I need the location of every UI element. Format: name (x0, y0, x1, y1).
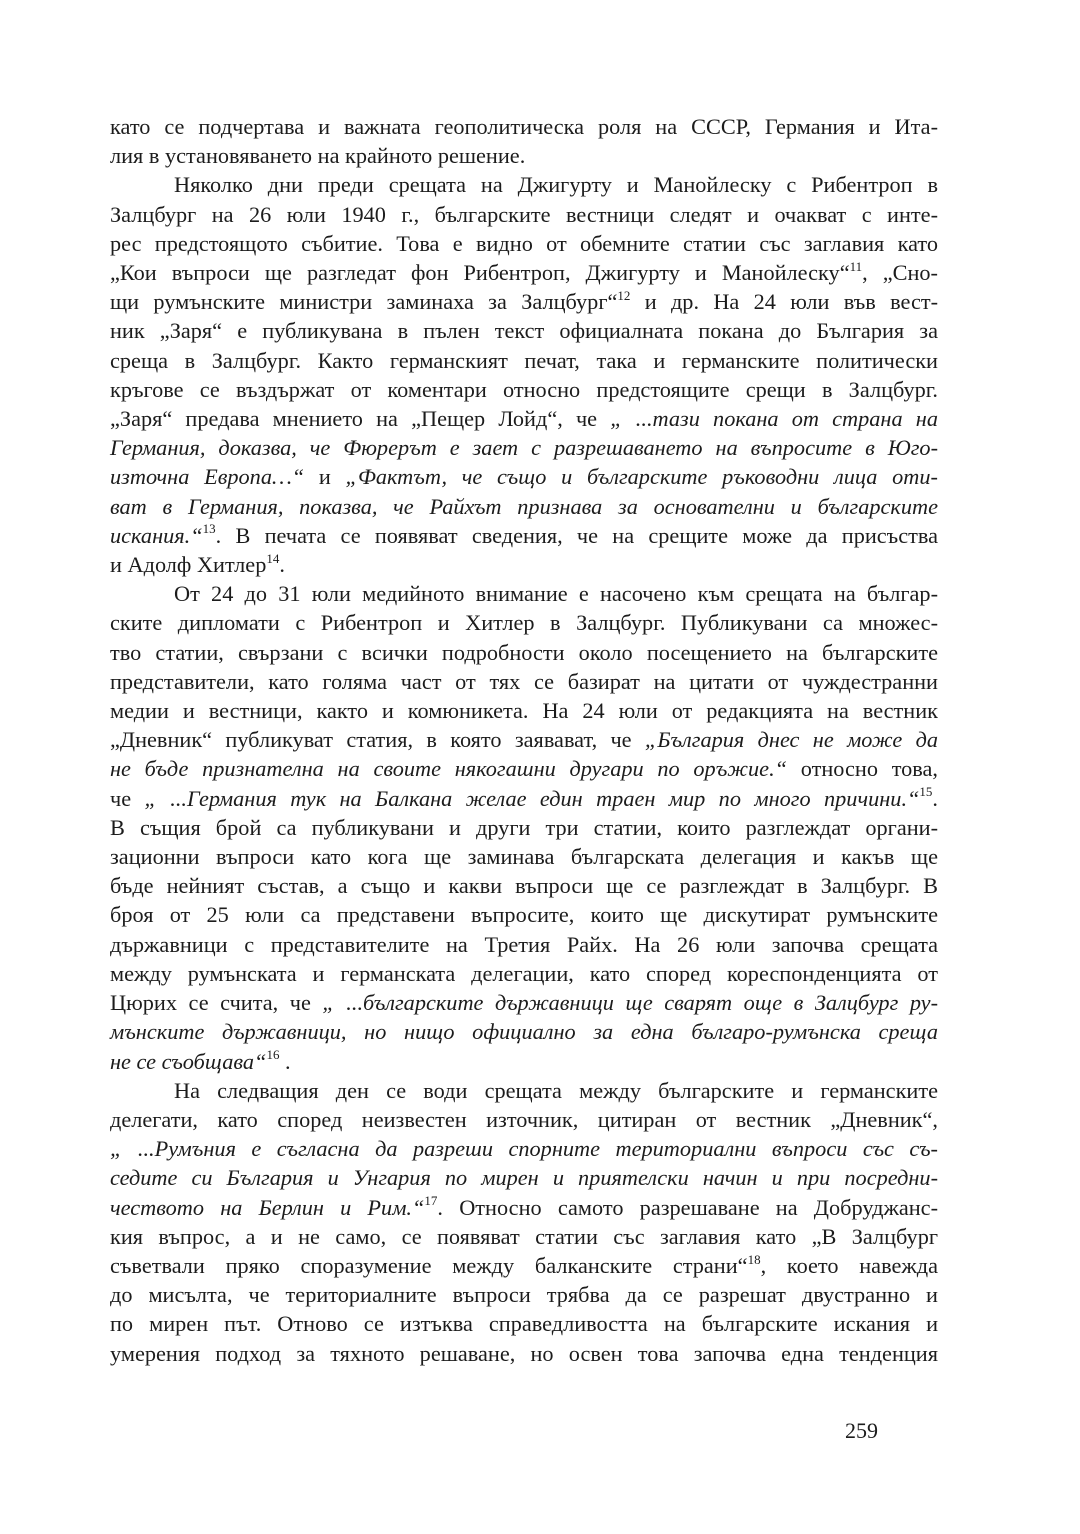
text-line (110, 492, 938, 521)
text-run: между румънската и германската делегации, като според кореспонденцията от (110, 960, 938, 986)
text-run: . (279, 552, 285, 578)
italic-quote: мънските държавници, но нищо официално за една българо-румънска среща (110, 1019, 938, 1045)
text-line (110, 316, 938, 345)
italic-quote: седите си България и Унгария по мирен и приятелски начин и при посредни- (110, 1165, 938, 1191)
footnote-ref: 17 (424, 1193, 438, 1209)
text-run: и др. На 24 юли във вест- (630, 289, 939, 315)
text-run: В същия брой са публикувани и други три статии, които разглеждат органи- (110, 814, 938, 840)
text-line (110, 200, 938, 229)
text-run: като се подчертава и важната геополитическа роля на СССР, Германия и Ита- (110, 114, 938, 139)
text-run: „Кои въпроси ще разгледат фон Рибентроп, Джигурту и Манойлеску“ (110, 260, 850, 286)
text-run: среща в Залцбург. Както германският печат, така и германските политически (110, 347, 938, 373)
text-run: и (304, 464, 346, 490)
footnote-ref: 14 (266, 550, 280, 566)
text-run: щи румънските министри заминаха за Залцбург“ (110, 289, 618, 315)
text-line (110, 813, 938, 842)
text-run: рес предстоящото събитие. Това е видно от обемните статии със заглавия като (110, 230, 938, 256)
footnote-ref: 13 (202, 521, 216, 537)
text-line (110, 725, 938, 754)
text-run: тво статии, свързани с всички подробности около посещението на българските (110, 639, 938, 665)
italic-quote: не бъде признателна на своите някогашни другари по оръжие.“ (110, 756, 788, 782)
text-line (110, 871, 938, 900)
text-line (110, 900, 938, 929)
italic-quote: „Фактът, че също и българските ръководни лица оти- (345, 464, 938, 490)
text-line (110, 638, 938, 667)
text-run: медии и вестници, както и комюникета. На 24 юли от редакцията на вестник (110, 698, 938, 724)
text-line (110, 550, 938, 579)
text-run: , което навежда (760, 1252, 939, 1278)
text-line (110, 1251, 938, 1280)
text-line (110, 754, 938, 783)
text-line (110, 988, 938, 1017)
text-run: ските дипломати с Рибентроп и Хитлер в Залцбург. Публикувани са множес- (110, 610, 938, 636)
italic-quote: източна Европа…“ (110, 464, 305, 490)
text-run: „Дневник“ публикуват статия, в която заявават, че (110, 727, 645, 753)
text-run: , „Сно- (862, 260, 938, 286)
text-run: . Относно самото разрешаване на Добруджанс- (437, 1194, 939, 1220)
text-line (110, 112, 938, 141)
text-line (110, 404, 938, 433)
text-run: От 24 до 31 юли медийното внимание е насочено към срещата на българ- (174, 581, 938, 607)
footnote-ref: 18 (747, 1251, 761, 1267)
text-run: по мирен път. Отново се изтъква справедливостта на българските искания и (110, 1311, 938, 1337)
text-run: държавници с представителите на Третия Райх. На 26 юли започва срещата (110, 931, 938, 957)
page-number: 259 (845, 1418, 878, 1443)
text-line (110, 1280, 938, 1309)
text-run: относно това, (787, 756, 938, 782)
text-line (110, 1222, 938, 1251)
italic-quote: „ ...българските държавници ще сварят още в Залцбург ру- (322, 990, 938, 1016)
footnote-ref: 11 (849, 258, 863, 274)
text-line (110, 141, 938, 170)
text-run: и Адолф Хитлер (110, 552, 267, 578)
text-run: ник „Заря“ е публикувана в пълен текст официалната покана до България за (110, 318, 938, 344)
italic-quote: „ ...тази покана от страна на (610, 406, 939, 432)
text-run: съветвали пряко споразумение между балканските страни“ (110, 1252, 748, 1278)
italic-quote: Германия, доказва, че Фюрерът е зает с разрешаването на въпросите в Юго- (110, 435, 938, 461)
text-run: лия в установяването на крайното решение. (110, 143, 526, 169)
text-line (110, 258, 938, 287)
text-line (110, 1134, 938, 1163)
text-run: до мисълта, че териториалните въпроси трябва да се разрешат двустранно и (110, 1282, 938, 1308)
text-line (110, 433, 938, 462)
text-run: . В печата се появяват сведения, че на срещите може да присъства (215, 522, 938, 548)
text-line (110, 1193, 938, 1222)
text-line (110, 1339, 938, 1368)
text-run: . (932, 785, 938, 811)
text-run: кръгове се въздържат от коментари относно предстоящите срещи в Залцбург. (110, 376, 938, 402)
text-run: Няколко дни преди срещата на Джигурту и Манойлеску с Рибентроп в (174, 172, 938, 198)
text-run: умерения подход за тяхното решаване, но освен това започва една тенденция (110, 1340, 938, 1366)
paragraph (110, 170, 938, 579)
paragraph (110, 112, 938, 170)
text-run: броя от 25 юли са представени въпросите, които ще дискутират румънските (110, 902, 938, 928)
italic-quote: искания.“ (110, 522, 203, 548)
text-line (110, 346, 938, 375)
footnote-ref: 15 (919, 784, 933, 800)
text-line (110, 521, 938, 550)
footnote-ref: 12 (617, 287, 631, 303)
italic-quote: „ ...Румъния е съгласна да разреши спорните териториални въпроси със съ- (110, 1136, 938, 1162)
text-line (110, 170, 938, 199)
text-run: На следващия ден се води срещата между българските и германските (174, 1077, 938, 1103)
text-line (110, 667, 938, 696)
text-line (110, 1105, 938, 1134)
text-run: делегати, като според неизвестен източник, цитиран от вестник „Дневник“, (110, 1106, 938, 1132)
text-line (110, 229, 938, 258)
text-run: . (279, 1048, 291, 1074)
text-run: „Заря“ предава мнението на „Пещер Лойд“, че (110, 406, 611, 432)
text-line (110, 1017, 938, 1046)
text-line (110, 784, 938, 813)
text-line (110, 1047, 938, 1076)
text-line (110, 579, 938, 608)
italic-quote: „България днес не може да (644, 727, 938, 753)
text-line (110, 287, 938, 316)
text-line (110, 1163, 938, 1192)
text-line (110, 1076, 938, 1105)
text-run: представители, като голяма част от тях се базират на цитати от чуждестранни (110, 668, 938, 694)
text-run: зационни въпроси като кога ще заминава българската делегация и какъв ще (110, 844, 938, 870)
italic-quote: чеството на Берлин и Рим.“ (110, 1194, 425, 1220)
italic-quote: „ ...Германия тук на Балкана желае един траен мир по много причини.“ (144, 785, 920, 811)
text-run: кия въпрос, а и не само, се появяват статии със заглавия като „В Залцбург (110, 1223, 938, 1249)
italic-quote: ват в Германия, показва, че Райхът признава за основателни и българските (110, 493, 938, 519)
footnote-ref: 16 (266, 1047, 280, 1063)
paragraph (110, 579, 938, 1075)
text-run: че (110, 785, 145, 811)
text-line (110, 842, 938, 871)
text-line (110, 959, 938, 988)
text-line (110, 375, 938, 404)
text-run: бъде нейният състав, а също и какви въпроси ще се разглеждат в Залцбург. В (110, 873, 938, 899)
paragraph (110, 1076, 938, 1368)
page-body (110, 112, 938, 1368)
text-line (110, 462, 938, 491)
text-line (110, 1309, 938, 1338)
text-line (110, 930, 938, 959)
text-run: Залцбург на 26 юли 1940 г., българските вестници следят и очакват с инте- (110, 201, 938, 227)
italic-quote: не се съобщава“ (110, 1048, 267, 1074)
text-line (110, 696, 938, 725)
text-run: Цюрих се счита, че (110, 990, 323, 1016)
text-line (110, 608, 938, 637)
